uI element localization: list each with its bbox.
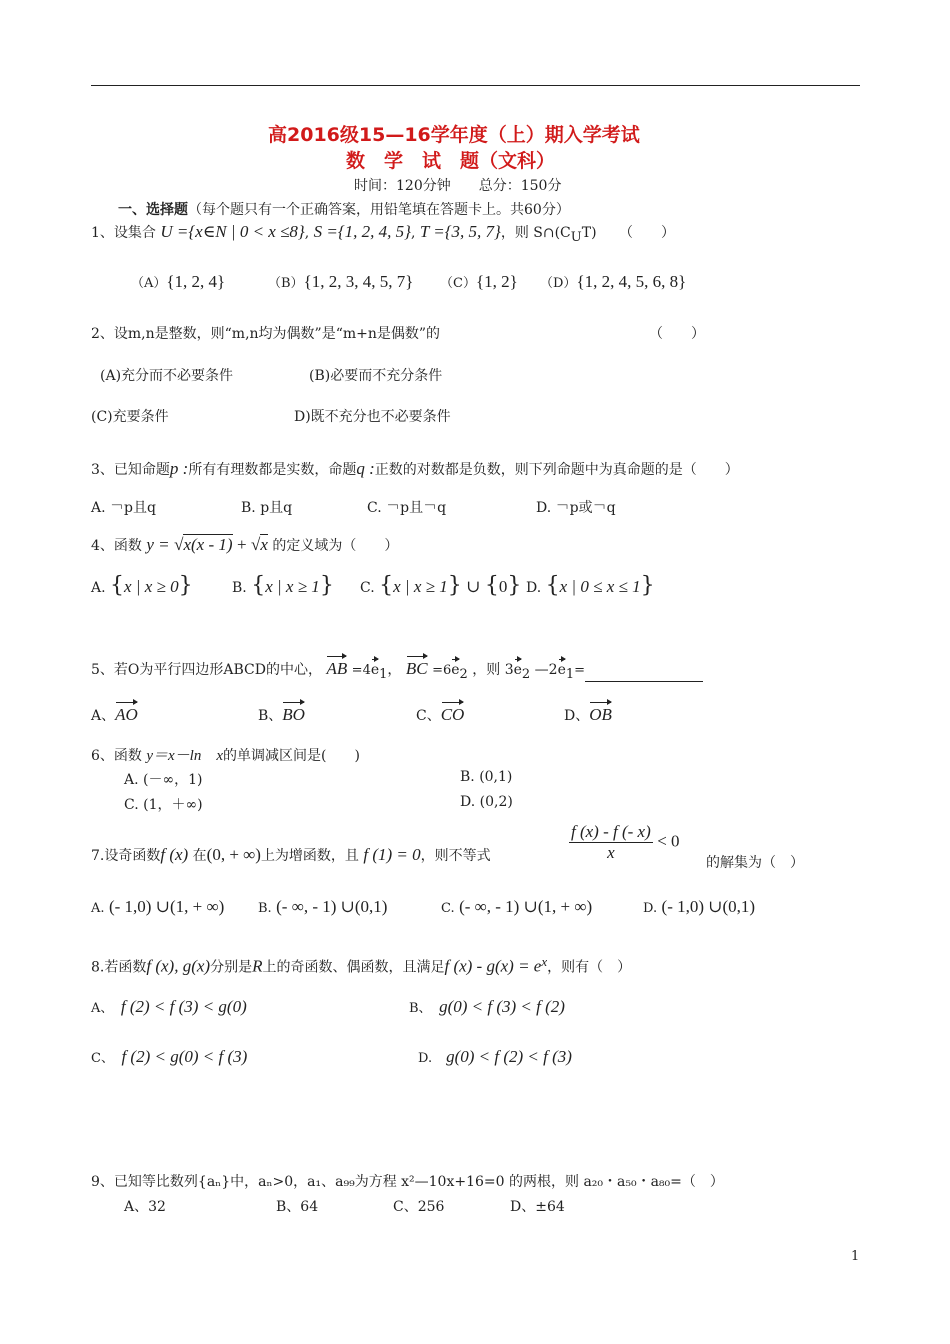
q8-R: R [252, 956, 263, 976]
q3-p: p : [169, 459, 189, 478]
q1-option-a[interactable] [131, 272, 225, 292]
q5-then: ，则 3 [472, 662, 514, 678]
q4-suffix: 的定义域为（ ） [272, 538, 399, 554]
question-3 [91, 459, 739, 479]
q6-option-d[interactable]: D. (0,2) [460, 794, 513, 810]
q5-e2-sub: 2 [459, 666, 468, 682]
q5-option-d-label: D、 [564, 708, 590, 724]
q8-equation: f (x) - g(x) = e [444, 956, 542, 976]
q4-option-b-value: x | x ≥ 1 [265, 577, 320, 596]
left-brace-icon: { [251, 573, 266, 598]
q4-option-c[interactable] [360, 573, 521, 598]
top-rule [91, 85, 860, 86]
q7-numerator: f (x) - f (- x) [571, 822, 651, 841]
q7-option-a-value: (- 1,0) ∪(1, + ∞) [108, 897, 225, 916]
q9-option-d[interactable]: D、±64 [510, 1199, 565, 1215]
q3-option-b[interactable]: B. p且q [241, 500, 293, 516]
question-5 [91, 659, 703, 682]
question-1: 1、设集合 U ={x∈N | 0 < x ≤8}, S ={1, 2, 4, 5}, T ={3, 5, 7}，则 $S\cap(C_UT)$ （ ） [91, 222, 676, 245]
q1-set-t: T ={3, 5, 7} [419, 222, 501, 241]
question-2: 2、设m,n是整数，则“m,n均为偶数”是“m+n是偶数”的 [91, 326, 441, 342]
left-brace-icon: { [379, 573, 394, 598]
right-brace-icon: } [319, 573, 334, 598]
q6-option-a[interactable]: A. (－∞，1) [124, 772, 203, 788]
q7-ineq: ，则不等式 [420, 848, 491, 864]
question-6 [91, 744, 360, 765]
q7-suffix: 的解集为（ ） [706, 855, 804, 871]
title-line-1: 高2016级15—16学年度（上）期入学考试 [268, 124, 640, 146]
q5-option-c[interactable] [416, 705, 464, 725]
q3-part-a: 3、已知命题 [91, 462, 170, 478]
page-number: 1 [851, 1249, 860, 1264]
q4-option-d[interactable] [526, 573, 655, 598]
right-brace-icon: } [507, 573, 522, 598]
q7-option-b-value: (- ∞, - 1) ∪(0,1) [276, 897, 388, 916]
q7-option-a-label: A. [91, 901, 105, 916]
q7-fraction-expr [569, 822, 653, 863]
left-brace-icon: { [484, 573, 499, 598]
q1-option-c[interactable] [440, 272, 518, 292]
q8-option-c-label: C、 [91, 1051, 108, 1066]
q1-ask: ，则 S∩(C [500, 225, 571, 241]
q1-ask-end: T) [581, 225, 597, 241]
q8-option-c-value: f (2) < g(0) < f (3) [121, 1047, 248, 1066]
left-brace-icon: { [110, 573, 125, 598]
q3-part-b: 所有有理数都是实数，命题 [188, 462, 357, 478]
q4-option-a-value: x | x ≥ 0 [124, 577, 179, 596]
q2-option-b[interactable]: (B)必要而不充分条件 [309, 368, 443, 384]
q7-in: 在 [192, 848, 207, 864]
q8-functions: f (x), g(x) [146, 956, 211, 976]
q8-option-b-value: g(0) < f (3) < f (2) [439, 997, 565, 1016]
q2-answer-paren: （ ） [649, 326, 705, 342]
q5-option-a-vector: AO [115, 705, 138, 724]
q5-option-c-vector: CO [440, 705, 465, 724]
title-line-2: 数 学 试 题（文科） [346, 150, 556, 172]
q9-option-b[interactable]: B、64 [276, 1199, 319, 1215]
q2-option-c[interactable]: (C)充要条件 [91, 409, 169, 425]
q5-eq-2: =6 [432, 663, 452, 678]
q5-e2-sub-repeat: 2 [521, 666, 531, 682]
q4-option-c-value: x | x ≥ 1 [393, 577, 448, 596]
q7-option-c-label: C. [441, 901, 455, 916]
q6-option-c[interactable]: C. (1，＋∞) [124, 797, 203, 813]
q6-option-b[interactable]: B. (0,1) [460, 769, 513, 785]
question-7-stem [91, 845, 491, 865]
q4-prefix: 4、函数 [91, 538, 142, 554]
q4-option-b[interactable] [232, 573, 334, 598]
q5-option-c-label: C、 [416, 708, 441, 724]
answer-blank[interactable] [585, 667, 703, 682]
q1-option-d-value: {1, 2, 4, 5, 6, 8} [576, 272, 687, 291]
q7-fraction [569, 822, 680, 863]
q5-option-b[interactable] [258, 705, 305, 725]
sqrt-icon: √ [174, 535, 184, 554]
q1-option-c-value: {1, 2} [475, 272, 518, 291]
time-score: 时间：120分钟 总分：150分 [354, 178, 562, 194]
q5-e1-sub: 1 [379, 666, 388, 682]
q2-option-a[interactable]: (A)充分而不必要条件 [100, 368, 234, 384]
q5-e2-repeat: e [513, 662, 522, 678]
q6-stem-a: 6、函数 [91, 748, 147, 764]
q1-option-b-value: {1, 2, 3, 4, 5, 7} [303, 272, 414, 291]
q7-option-d[interactable] [643, 897, 755, 917]
q3-option-a[interactable]: A. ￢p且q [91, 500, 156, 516]
q6-function: y＝x－ln x [146, 748, 224, 764]
q8-exponent: x [541, 954, 548, 969]
right-brace-icon: } [178, 573, 193, 598]
section-label: 一、选择题 [118, 202, 188, 218]
q7-option-c[interactable] [441, 897, 592, 917]
q4-option-c-union: ∪ [466, 577, 481, 596]
q5-eq-end: = [574, 663, 586, 678]
q4-option-c-label: C. [360, 580, 375, 596]
q8-option-c[interactable] [91, 1047, 247, 1067]
q3-part-c: 正数的对数都是负数，则下列命题中为真命题的是（ ） [374, 462, 739, 478]
question-8 [91, 954, 631, 977]
q5-option-d[interactable] [564, 705, 612, 725]
q7-less-than: < 0 [657, 831, 680, 851]
q4-option-c-zero: 0 [498, 577, 508, 596]
q3-option-d[interactable]: D. ￢p或￢q [536, 500, 616, 516]
q5-option-b-label: B、 [258, 708, 283, 724]
q8-mid-1: 分别是 [210, 959, 253, 976]
q7-denominator: x [607, 843, 615, 862]
section-note: （每个题只有一个正确答案，用铅笔填在答题卡上。共60分） [188, 202, 570, 218]
q7-f1: f (1) = 0 [363, 845, 421, 864]
q4-option-a-label: A. [91, 580, 106, 596]
q8-option-d-value: g(0) < f (2) < f (3) [446, 1047, 572, 1066]
q1-option-b-label: （B） [268, 276, 304, 291]
q7-option-b-label: B. [258, 901, 272, 916]
q3-q: q : [356, 459, 375, 478]
q1-option-a-value: {1, 2, 4} [166, 272, 226, 291]
question-9: 9、已知等比数列{aₙ}中，aₙ>0，a₁、a₉₉为方程 x²—10x+16=0 的两根，则 a₂₀・a₅₀・a₈₀=（ ） [91, 1174, 724, 1190]
q7-interval: (0, + ∞) [206, 845, 261, 864]
right-brace-icon: } [640, 573, 655, 598]
q9-option-c[interactable]: C、256 [393, 1199, 445, 1215]
q9-option-a[interactable]: A、32 [124, 1199, 166, 1215]
q1-answer-paren: （ ） [619, 225, 676, 241]
q5-option-d-vector: OB [589, 705, 612, 724]
left-brace-icon: { [545, 573, 560, 598]
q5-e1: e [370, 662, 380, 678]
q5-vector-bc: BC [405, 659, 428, 678]
q5-eq-1: =4 [351, 663, 371, 678]
q8-mid-2: 上的奇函数、偶函数，且满足 [262, 959, 445, 976]
q4-radicand-2: x [260, 535, 268, 554]
sqrt-icon: √ [251, 535, 261, 554]
q1-option-b[interactable] [268, 272, 413, 292]
q4-option-d-label: D. [526, 580, 542, 596]
q1-set-s: S ={1, 2, 4, 5} [313, 222, 411, 241]
q1-option-c-label: （C） [440, 276, 476, 291]
q8-option-a-label: A、 [91, 1001, 107, 1016]
q5-vector-ab: AB [326, 659, 348, 678]
q1-option-a-label: （A） [131, 276, 167, 291]
section-heading [118, 199, 570, 219]
q4-option-b-label: B. [232, 580, 247, 596]
q7-fx: f (x) [160, 845, 189, 864]
q4-option-d-value: x | 0 ≤ x ≤ 1 [559, 577, 641, 596]
q1-set-u: U ={x∈N | 0 < x ≤8} [160, 222, 305, 241]
q6-stem-b: 的单调减区间是( ) [223, 748, 360, 764]
q5-e1-repeat: e [557, 662, 566, 678]
q7-option-a[interactable] [91, 897, 224, 917]
q7-option-d-label: D. [643, 901, 658, 916]
q1-option-d-label: （D） [540, 276, 577, 291]
q4-radicand-1: x(x - 1) [183, 535, 233, 554]
q3-option-c[interactable]: C. ￢p且￢q [367, 500, 447, 516]
q5-mid: —2 [534, 662, 558, 678]
q7-option-b[interactable] [258, 897, 387, 917]
q4-lhs: y = [146, 535, 170, 554]
q7-option-d-value: (- 1,0) ∪(0,1) [661, 897, 756, 916]
q8-option-a[interactable] [91, 997, 247, 1017]
q5-option-a-label: A、 [91, 708, 116, 724]
q5-e1-sub-repeat: 1 [565, 666, 575, 682]
q4-plus: + [236, 535, 247, 554]
q1-option-d[interactable] [540, 272, 686, 292]
q5-prefix: 5、若O为平行四边形ABCD的中心， [91, 662, 322, 678]
q8-option-d-label: D. [418, 1051, 433, 1066]
q8-prefix: 8.若函数 [91, 959, 147, 976]
q5-comma: ， [387, 662, 402, 678]
q8-option-b[interactable] [409, 997, 565, 1017]
right-brace-icon: } [447, 573, 462, 598]
q7-option-c-value: (- ∞, - 1) ∪(1, + ∞) [459, 897, 593, 916]
q7-prefix: 7.设奇函数 [91, 848, 161, 864]
q8-option-d[interactable] [418, 1047, 572, 1067]
q8-suffix: ，则有（ ） [547, 959, 632, 976]
q5-option-b-vector: BO [282, 705, 305, 724]
q1-prefix: 1、设集合 [91, 225, 156, 241]
q5-e2: e [451, 662, 460, 678]
q2-option-d[interactable]: D)既不充分也不必要条件 [294, 409, 451, 425]
q8-option-a-value: f (2) < f (3) < g(0) [120, 997, 247, 1016]
q5-option-a[interactable] [91, 705, 138, 725]
q8-option-b-label: B、 [409, 1001, 426, 1016]
q4-option-a[interactable] [91, 573, 193, 598]
question-4 [91, 535, 398, 555]
q1-ask-sub: U [570, 229, 582, 245]
q7-mid: 上为增函数，且 [260, 848, 359, 864]
